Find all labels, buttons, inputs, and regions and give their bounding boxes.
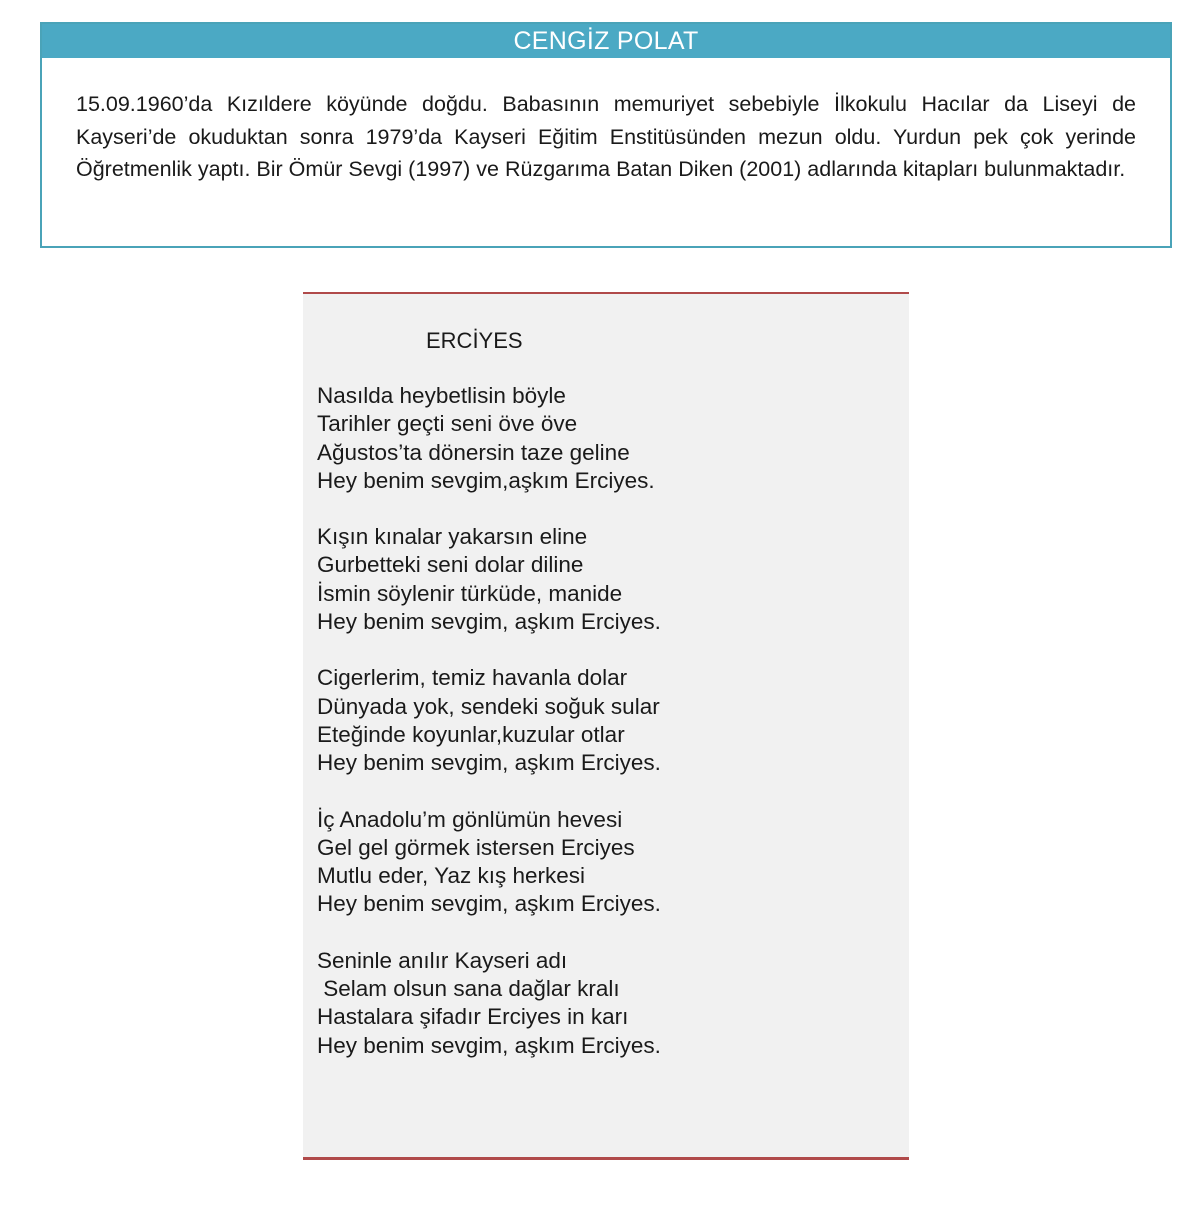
poem-line: Hastalara şifadır Erciyes in karı [317,1004,629,1030]
poem-title: ERCİYES [426,328,523,353]
poem-line: Nasılda heybetlisin böyle [317,383,566,408]
poem-line: Cigerlerim, temiz havanla dolar [317,665,628,691]
poem-line: Hey benim sevgim, aşkım Erciyes. [317,891,661,917]
author-bio-box [40,22,1172,248]
poem-line: Dünyada yok, sendeki soğuk sular [317,693,660,719]
poem-line: Hey benim sevgim,aşkım Erciyes. [317,467,655,493]
poem-line: İç Anadolu’m gönlümün hevesi [317,806,623,832]
poem-line: Mutlu eder, Yaz kış herkesi [317,863,586,889]
poem-stanzas [317,382,661,1088]
author-name-header: CENGİZ POLAT [42,24,1170,58]
poem-line: Selam olsun sana dağlar kralı [317,976,620,1002]
poem-line: Eteğinde koyunlar,kuzular otlar [317,721,625,747]
poem-line: Tarihler geçti seni öve öve [317,411,578,437]
stanza-5 [317,947,661,1060]
author-bio-text: 15.09.1960’da Kızıldere köyünde doğdu. Babasının memuriyet sebebiyle İlkokulu Hacılar da Liseyi de Kayseri’de okuduktan sonra 1979’da Kayseri Eğitim Enstitüsünden mezun oldu. Yurdun pek çok yerinde Öğretmenlik yaptı. Bir Ömür Sevgi (1997) ve Rüzgarıma Batan Diken (2001) adlarında kitapları bulunmaktadır. [76,92,1136,181]
poem-line: Hey benim sevgim, aşkım Erciyes. [317,750,661,776]
stanza-4 [317,806,661,919]
poem-line: Ağustos’ta dönersin taze geline [317,439,630,465]
poem-line: Kışın kınalar yakarsın eline [317,524,588,550]
stanza-2 [317,523,661,636]
poem-line: Gel gel görmek istersen Erciyes [317,834,635,860]
poem-line: Gurbetteki seni dolar diline [317,552,584,578]
poem-box [303,292,909,1160]
poem-line: İsmin söylenir türküde, manide [317,580,623,606]
poem-line: Hey benim sevgim, aşkım Erciyes. [317,609,661,635]
poem-line: Seninle anılır Kayseri adı [317,947,568,973]
stanza-3 [317,664,661,777]
stanza-1 [317,382,661,495]
poem-line: Hey benim sevgim, aşkım Erciyes. [317,1032,661,1058]
